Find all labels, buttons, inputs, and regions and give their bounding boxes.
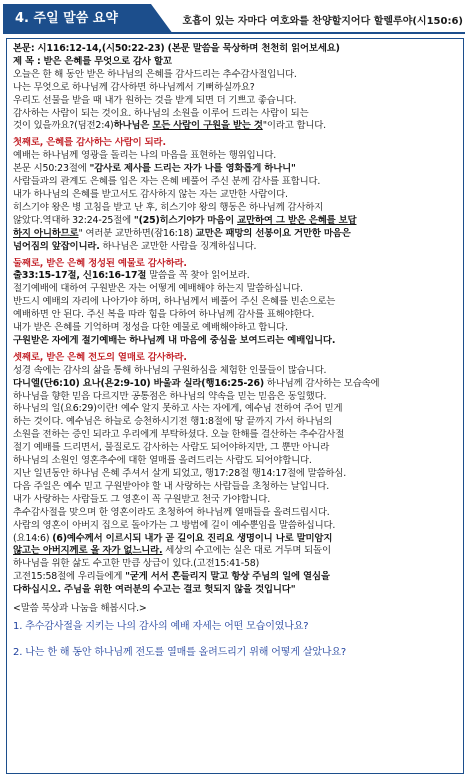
section-line: 고전15:58절에 우리들에게 "굳게 서서 흔들리지 말고 항상 주님의 일에 열심을 [13,571,330,583]
section-3-heading: 셋째로, 받은 은혜 전도의 열매로 감사하라. [13,351,187,363]
section-line: 내가 받은 은혜를 기억하며 정성을 다한 예물로 예배해야하고 합니다. [13,322,288,334]
section-line: (요14:6) (6)예수께서 이르시되 내가 곧 길이요 진리요 생명이니 나로 말미암지 [13,532,333,544]
section-line: 지난 일년동안 하나님 은혜 주셔서 살게 되었고, 행17:28절 행14:17절에 말씀하심. [13,468,347,479]
scripture-line: 본문: 시116:12-14,(시50:22-23) (본문 말씀을 묵상하며 천천히 읽어보세요) [13,43,340,54]
section-line: 반드시 예배의 자리에 나아가야 하며, 하나님께서 베풀어 주신 은혜를 빈손으로는 [13,296,336,308]
section-line: 하나님의 일(요6:29)이란! 예수 알지 못하고 사는 자에게, 예수님 전하여 주어 믿게 [13,403,343,415]
section-line: 본문 시50:23절에 "감사로 제사를 드리는 자가 나를 영화롭게 하나니" [13,163,296,175]
header-divider [151,32,465,34]
section-1-heading: 첫째로, 은혜를 감사하는 사람이 되라. [13,137,166,149]
title-line: 제 목 : 받은 은혜를 무엇으로 감사 할꼬 [13,55,172,67]
section-line: 구원받은 자에게 절기예배는 하나님께 내 마음에 중심을 보여드리는 예배입니다. [13,334,336,346]
section-line: 절기예배에 대하여 구원받은 자는 어떻게 예배해야 하는지 말씀하십니다. [13,283,303,295]
section-3 [13,352,457,597]
section-line: 성경 속에는 감사의 삶을 통해 하나님의 구원하심을 체험한 인물들이 많습니다. [13,364,327,376]
section-line: 히스기야 왕은 병 고침을 받고 난 후, 히스기야 왕의 행동은 하나님께 감사하지 [13,201,324,213]
section-line: 하나님을 위한 삶도 수고한 만큼 상급이 있다.(고전15:41-58) [13,558,260,570]
section-line: 하나님을 향한 믿음 다르지만 공통점은 하나님의 약속을 믿는 믿음은 동일했다. [13,390,327,402]
section-line: 하지 아니하므로" 여러분 교만하면(잠16:18) 교만은 패망의 선봉이요 거만한 마음은 [13,227,351,239]
section-line: 예배하면 안 된다. 주신 복을 따라 힘을 다하여 하나님께 감사를 표해야한다. [13,309,315,321]
section-line: 않고는 아버지께로 올 자가 없느니라. 세상의 수고에는 실은 대로 거두며 되돌이 [13,545,331,557]
section-line: 하는 것이다. 예수님은 하늘로 승천하시기전 행1:8절에 땅 끝까지 가서 하나님의 [13,416,333,428]
section-line: 다니엘(단6:10) 요나(욘2:9-10) 바울과 실라(행16:25-26) 하나님께 감사하는 모습속에 [13,377,380,389]
section-header [3,4,465,34]
section-line: 하나님의 소원인 영혼추수에 대한 열매를 올려드리는 사람도 되어야합니다. [13,455,312,467]
intro-line: 우리도 선물을 받을 때 내가 원하는 것을 받게 되면 더 기쁘고 좋습니다. [13,94,297,106]
section-line: 넘어짐의 앞잡이니라. 하나님은 교만한 사람을 징계하십니다. [13,240,257,252]
section-title: 4. 주일 말씀 요약 [3,4,151,34]
section-2 [13,258,457,348]
section-line: 않았다.역대하 32:24-25절에 "(25)히스기야가 마음이 교만하여 그 받은 은혜를 보답 [13,214,357,226]
header-verse: 호흡이 있는 자마다 여호와를 찬양할지어다 할렐루야(시150:6) [182,16,463,27]
section-line: 내가 하나님의 은혜를 받고서도 감사하지 않는 자는 교만한 사람이다. [13,188,288,200]
intro-line: 것이 있을까요?(딤전2:4)하나님은 모든 사람이 구원을 받는 것"이라고 합니다. [13,120,327,132]
sermon-summary [6,38,464,774]
questions-heading: <말씀 묵상과 나눔을 해봅시다.> [13,603,147,615]
question-item: 1. 추수감사절을 지키는 나의 감사의 예배 자세는 어떤 모습이였나요? [13,620,309,632]
question-item: 2. 나는 한 해 동안 하나님께 전도를 열매를 올려드리기 위해 어떻게 살았나요? [13,646,347,658]
section-line: 다음 주일은 예수 믿고 구원받아야 할 내 사랑하는 사람들을 초청하는 날입니다. [13,480,330,492]
intro-line: 오늘은 한 해 동안 받은 하나님의 은혜를 감사드리는 추수감사절입니다. [13,68,297,80]
section-line: 절기 예배를 드리면서, 물질로도 감사하는 사람도 되어야하지만, 그 뿐만 아니라 [13,442,330,454]
section-line: 내가 사랑하는 사람들도 그 영혼이 꼭 구원받고 천국 가야합니다. [13,493,271,505]
intro-line: 감사하는 사람이 되는 것이요. 하나님의 소원을 이루어 드리는 사람이 되는 [13,107,309,119]
intro-line: 나는 무엇으로 하나님께 감사하면 하나님께서 기뻐하실까요? [13,81,255,93]
section-line: 사람의 영혼이 아버지 집으로 돌아가는 그 방법에 길이 예수뿐임을 말씀하십니다. [13,519,336,531]
intro-block [13,43,457,133]
section-line: 출33:15-17절, 신16:16-17절 말씀을 꼭 찾아 읽어보라. [13,270,250,282]
section-1 [13,137,457,253]
section-line: 예배는 하나님께 영광을 돌리는 나의 마음을 표현하는 행위입니다. [13,150,277,162]
section-line: 추수감사절을 맞으며 한 영혼이라도 초청하여 하나님께 열매들을 올려드립시다. [13,506,330,518]
section-line: 소원을 전하는 증인 되라고 우리에게 부탁하셨다. 오늘 한해를 결산하는 추수감사절 [13,429,345,441]
questions-block [13,603,457,660]
section-line: 다하십시오. 주님을 위한 여러분의 수고는 결코 헛되지 않을 것입니다" [13,584,296,596]
section-line: 사람들과의 관계도 은혜를 입은 자는 은혜 베풀어 주신 분께 감사를 표합니다. [13,176,321,188]
section-2-heading: 둘째로, 받은 은혜 정성된 예물로 감사하라. [13,257,187,269]
